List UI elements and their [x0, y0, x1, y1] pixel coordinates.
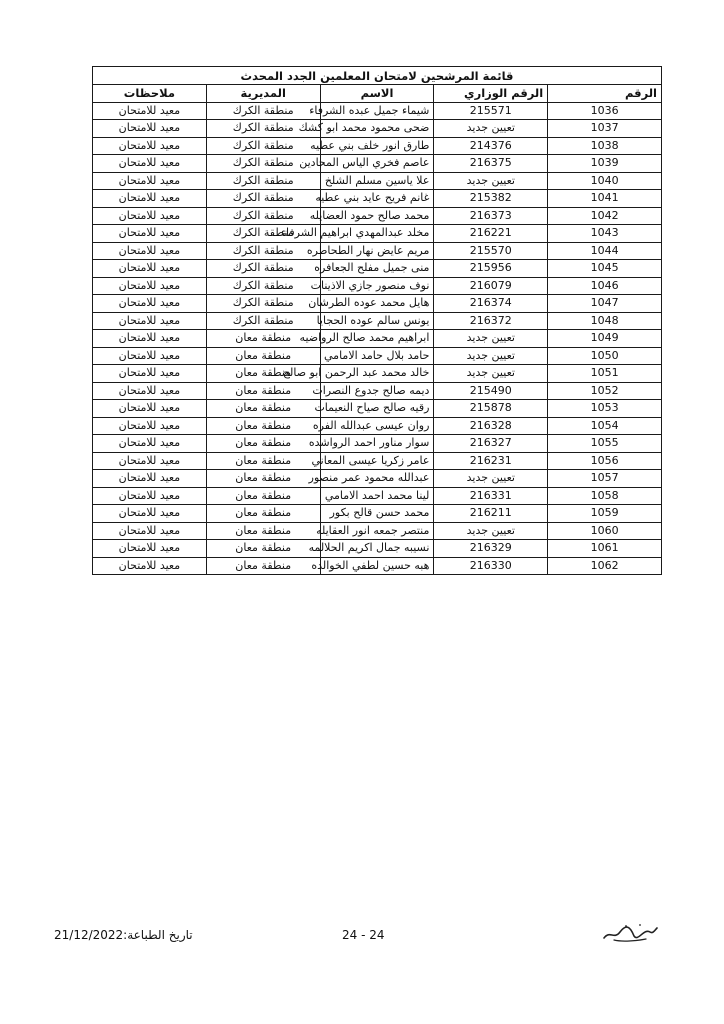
table-row	[93, 452, 662, 470]
cell-name: هايل محمد عوده الطرشان	[320, 295, 434, 313]
cell-directorate: منطقة معان	[206, 470, 320, 488]
cell-name: محمد صالح حمود العضايله	[320, 207, 434, 225]
cell-number: 1052	[548, 382, 662, 400]
cell-notes: معيد للامتحان	[93, 365, 207, 383]
cell-name: منتصر جمعه انور العقايله	[320, 522, 434, 540]
table-row	[93, 312, 662, 330]
table-row	[93, 137, 662, 155]
cell-directorate: منطقة الكرك	[206, 190, 320, 208]
cell-number: 1038	[548, 137, 662, 155]
table-body	[93, 102, 662, 575]
cell-name: نوف منصور جازي الاذينات	[320, 277, 434, 295]
cell-ministry-number: تعيين جديد	[434, 365, 548, 383]
cell-notes: معيد للامتحان	[93, 557, 207, 575]
table-row	[93, 417, 662, 435]
cell-ministry-number: 216331	[434, 487, 548, 505]
cell-ministry-number: 216328	[434, 417, 548, 435]
table-row	[93, 347, 662, 365]
cell-notes: معيد للامتحان	[93, 522, 207, 540]
cell-ministry-number: 215956	[434, 260, 548, 278]
header-notes: ملاحظات	[93, 85, 207, 103]
table-row	[93, 190, 662, 208]
cell-ministry-number: 216329	[434, 540, 548, 558]
cell-number: 1061	[548, 540, 662, 558]
cell-directorate: منطقة معان	[206, 400, 320, 418]
table-title: قائمة المرشحين لامتحان المعلمين الجدد المحدث	[93, 67, 662, 85]
cell-name: روان عيسى عبدالله الفره	[320, 417, 434, 435]
cell-ministry-number: تعيين جديد	[434, 347, 548, 365]
cell-notes: معيد للامتحان	[93, 540, 207, 558]
cell-notes: معيد للامتحان	[93, 382, 207, 400]
cell-ministry-number: 215382	[434, 190, 548, 208]
cell-name: علا ياسين مسلم الشلخ	[320, 172, 434, 190]
table-row	[93, 330, 662, 348]
cell-notes: معيد للامتحان	[93, 120, 207, 138]
cell-name: نسيبه جمال اكريم الحلالمه	[320, 540, 434, 558]
cell-name: مخلد عبدالمهدي ابراهيم الشرفاء	[320, 225, 434, 243]
cell-name: لينا محمد احمد الامامي	[320, 487, 434, 505]
cell-number: 1054	[548, 417, 662, 435]
cell-number: 1043	[548, 225, 662, 243]
header-name: الاسم	[320, 85, 434, 103]
cell-ministry-number: تعيين جديد	[434, 330, 548, 348]
cell-ministry-number: 216221	[434, 225, 548, 243]
cell-notes: معيد للامتحان	[93, 295, 207, 313]
cell-number: 1050	[548, 347, 662, 365]
cell-directorate: منطقة الكرك	[206, 172, 320, 190]
cell-name: ديمه صالح جدوع النصرات	[320, 382, 434, 400]
cell-directorate: منطقة الكرك	[206, 295, 320, 313]
cell-ministry-number: 216330	[434, 557, 548, 575]
cell-ministry-number: تعيين جديد	[434, 522, 548, 540]
cell-notes: معيد للامتحان	[93, 312, 207, 330]
cell-name: سوار مناور احمد الرواشده	[320, 435, 434, 453]
cell-directorate: منطقة الكرك	[206, 242, 320, 260]
cell-number: 1056	[548, 452, 662, 470]
cell-name: عاصم فخري الياس المحادين	[320, 155, 434, 173]
cell-number: 1058	[548, 487, 662, 505]
cell-directorate: منطقة معان	[206, 505, 320, 523]
cell-notes: معيد للامتحان	[93, 155, 207, 173]
table-row	[93, 382, 662, 400]
cell-directorate: منطقة معان	[206, 330, 320, 348]
cell-name: ابراهيم محمد صالح الرواضيه	[320, 330, 434, 348]
cell-ministry-number: تعيين جديد	[434, 470, 548, 488]
cell-number: 1046	[548, 277, 662, 295]
cell-name: رقيه صالح صياح النعيمات	[320, 400, 434, 418]
cell-notes: معيد للامتحان	[93, 330, 207, 348]
cell-name: طارق انور خلف بني عطيه	[320, 137, 434, 155]
cell-ministry-number: 215490	[434, 382, 548, 400]
cell-notes: معيد للامتحان	[93, 172, 207, 190]
cell-number: 1053	[548, 400, 662, 418]
cell-name: عبدالله محمود عمر منصور	[320, 470, 434, 488]
table-row	[93, 207, 662, 225]
table-row	[93, 155, 662, 173]
cell-number: 1045	[548, 260, 662, 278]
candidates-table	[92, 66, 662, 575]
cell-number: 1057	[548, 470, 662, 488]
cell-name: هبه حسين لطفي الخوالده	[320, 557, 434, 575]
cell-notes: معيد للامتحان	[93, 400, 207, 418]
cell-ministry-number: 216079	[434, 277, 548, 295]
cell-number: 1036	[548, 102, 662, 120]
cell-number: 1041	[548, 190, 662, 208]
cell-ministry-number: 215878	[434, 400, 548, 418]
cell-notes: معيد للامتحان	[93, 190, 207, 208]
cell-name: منى جميل مفلح الجعافره	[320, 260, 434, 278]
cell-notes: معيد للامتحان	[93, 417, 207, 435]
table-row	[93, 295, 662, 313]
cell-number: 1037	[548, 120, 662, 138]
table-row	[93, 120, 662, 138]
cell-ministry-number: 216231	[434, 452, 548, 470]
cell-ministry-number: 216372	[434, 312, 548, 330]
table-row	[93, 102, 662, 120]
cell-ministry-number: 216374	[434, 295, 548, 313]
cell-ministry-number: 214376	[434, 137, 548, 155]
cell-directorate: منطقة معان	[206, 522, 320, 540]
cell-name: محمد حسن قالح بكور	[320, 505, 434, 523]
header-number: الرقم	[548, 85, 662, 103]
cell-name: خالد محمد عبد الرحمن ابو صالح	[320, 365, 434, 383]
cell-number: 1048	[548, 312, 662, 330]
table-row	[93, 277, 662, 295]
cell-number: 1042	[548, 207, 662, 225]
table-row	[93, 540, 662, 558]
cell-directorate: منطقة معان	[206, 435, 320, 453]
table-title-row	[93, 67, 662, 85]
cell-directorate: منطقة معان	[206, 417, 320, 435]
cell-name: مريم عايض نهار الطحاطره	[320, 242, 434, 260]
print-date: تاريخ الطباعة:21/12/2022	[54, 928, 193, 942]
cell-notes: معيد للامتحان	[93, 452, 207, 470]
cell-name: يونس سالم عوده الحجايا	[320, 312, 434, 330]
cell-directorate: منطقة معان	[206, 347, 320, 365]
cell-number: 1062	[548, 557, 662, 575]
cell-notes: معيد للامتحان	[93, 487, 207, 505]
cell-ministry-number: 216373	[434, 207, 548, 225]
cell-directorate: منطقة الكرك	[206, 137, 320, 155]
cell-notes: معيد للامتحان	[93, 435, 207, 453]
cell-number: 1059	[548, 505, 662, 523]
cell-name: شيماء جميل عبده الشرفاء	[320, 102, 434, 120]
cell-directorate: منطقة معان	[206, 452, 320, 470]
cell-ministry-number: 215571	[434, 102, 548, 120]
cell-directorate: منطقة الكرك	[206, 312, 320, 330]
cell-ministry-number: 216211	[434, 505, 548, 523]
table-row	[93, 260, 662, 278]
header-ministry-number: الرقم الوزاري	[434, 85, 548, 103]
cell-notes: معيد للامتحان	[93, 347, 207, 365]
cell-directorate: منطقة معان	[206, 540, 320, 558]
cell-number: 1039	[548, 155, 662, 173]
cell-notes: معيد للامتحان	[93, 470, 207, 488]
cell-notes: معيد للامتحان	[93, 242, 207, 260]
cell-directorate: منطقة الكرك	[206, 277, 320, 295]
cell-number: 1047	[548, 295, 662, 313]
cell-notes: معيد للامتحان	[93, 277, 207, 295]
table-row	[93, 487, 662, 505]
cell-notes: معيد للامتحان	[93, 102, 207, 120]
table-row	[93, 470, 662, 488]
cell-number: 1044	[548, 242, 662, 260]
table-row	[93, 365, 662, 383]
table-row	[93, 522, 662, 540]
table-row	[93, 435, 662, 453]
table-row	[93, 225, 662, 243]
cell-directorate: منطقة الكرك	[206, 260, 320, 278]
cell-notes: معيد للامتحان	[93, 505, 207, 523]
cell-notes: معيد للامتحان	[93, 207, 207, 225]
cell-ministry-number: 216375	[434, 155, 548, 173]
cell-name: غانم فريح عايد بني عطيه	[320, 190, 434, 208]
cell-directorate: منطقة الكرك	[206, 102, 320, 120]
page-number: 24 - 24	[342, 928, 385, 942]
handwritten-signature	[600, 920, 660, 946]
cell-directorate: منطقة الكرك	[206, 155, 320, 173]
cell-directorate: منطقة معان	[206, 382, 320, 400]
cell-notes: معيد للامتحان	[93, 225, 207, 243]
table-row	[93, 400, 662, 418]
cell-number: 1055	[548, 435, 662, 453]
table-header-row	[93, 85, 662, 103]
table-row	[93, 557, 662, 575]
cell-directorate: منطقة معان	[206, 487, 320, 505]
cell-directorate: منطقة الكرك	[206, 120, 320, 138]
table-row	[93, 172, 662, 190]
cell-number: 1060	[548, 522, 662, 540]
table-row	[93, 505, 662, 523]
cell-number: 1040	[548, 172, 662, 190]
cell-number: 1049	[548, 330, 662, 348]
cell-name: ضحى محمود محمد ابو كشك	[320, 120, 434, 138]
cell-name: عامر زكريا عيسى المعاني	[320, 452, 434, 470]
cell-ministry-number: 215570	[434, 242, 548, 260]
cell-ministry-number: تعيين جديد	[434, 172, 548, 190]
cell-directorate: منطقة معان	[206, 365, 320, 383]
cell-number: 1051	[548, 365, 662, 383]
cell-ministry-number: تعيين جديد	[434, 120, 548, 138]
cell-notes: معيد للامتحان	[93, 137, 207, 155]
cell-directorate: منطقة الكرك	[206, 225, 320, 243]
cell-ministry-number: 216327	[434, 435, 548, 453]
table-row	[93, 242, 662, 260]
cell-directorate: منطقة معان	[206, 557, 320, 575]
header-directorate: المديرية	[206, 85, 320, 103]
cell-directorate: منطقة الكرك	[206, 207, 320, 225]
cell-name: حامد بلال حامد الامامي	[320, 347, 434, 365]
cell-notes: معيد للامتحان	[93, 260, 207, 278]
